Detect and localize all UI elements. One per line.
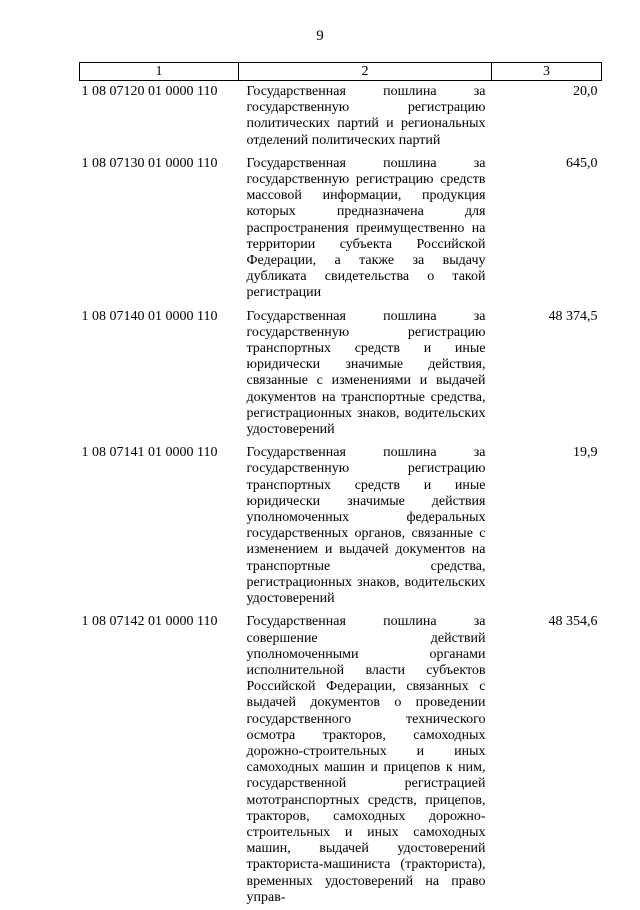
table-row <box>80 611 602 910</box>
revenue-description: Государственная пошлина за государственную регистрацию средств массовой информации, продукция которых предназначена для распространения преимущественно на территории субъекта Российской Федерации, а также за выдачу дубликата свидетельства о такой регистрации <box>246 155 486 301</box>
revenue-code: 1 08 07142 01 0000 110 <box>81 614 218 630</box>
table-row <box>80 442 602 611</box>
revenue-code: 1 08 07140 01 0000 110 <box>81 308 218 324</box>
revenue-description: Государственная пошлина за государственную регистрацию транспортных средств и иные юридически значимые действия уполномоченных федеральных государственных органов, связанные с изменением и выдачей документов на транспортные средства, регистрационных знаков, водительских удостоверений <box>246 445 486 607</box>
revenue-code: 1 08 07130 01 0000 110 <box>81 155 218 171</box>
column-header-3: 3 <box>492 63 602 81</box>
revenue-amount: 645,0 <box>566 155 598 171</box>
revenue-code: 1 08 07120 01 0000 110 <box>81 84 218 99</box>
revenue-amount: 20,0 <box>573 84 598 99</box>
revenue-description: Государственная пошлина за государственную регистрацию политических партий и региональных отделений политических партий <box>246 84 486 148</box>
budget-revenue-table <box>79 62 602 910</box>
table-row <box>80 153 602 306</box>
revenue-code: 1 08 07141 01 0000 110 <box>81 445 218 461</box>
revenue-description: Государственная пошлина за совершение действий уполномоченными органами исполнительной власти субъектов Российской Федерации, связанных с выдачей документов о проведении государственного технического осмотра тракторов, самоходных дорожно-строительных и иных самоходных машин и прицепов к ним, государственной регистрацией мототранспортных средств, прицепов, тракторов, самоходных дорожно-строительных и иных самоходных машин, выдачей удостоверений тракториста-машиниста (тракториста), временных удостоверений на право управ- <box>246 614 486 905</box>
revenue-amount: 19,9 <box>573 445 598 461</box>
table-header-row <box>80 63 602 81</box>
revenue-amount: 48 354,6 <box>548 614 598 630</box>
revenue-description: Государственная пошлина за государственную регистрацию транспортных средств и иные юридически значимые действия, связанные с изменениями и выдачей документов на транспортные средства, регистрационных знаков, водительских удостоверений <box>246 308 486 438</box>
column-header-1: 1 <box>80 63 239 81</box>
column-header-2: 2 <box>239 63 492 81</box>
revenue-amount: 48 374,5 <box>548 308 598 324</box>
table-row <box>80 81 602 153</box>
page-number: 9 <box>316 28 324 44</box>
table-row <box>80 306 602 443</box>
